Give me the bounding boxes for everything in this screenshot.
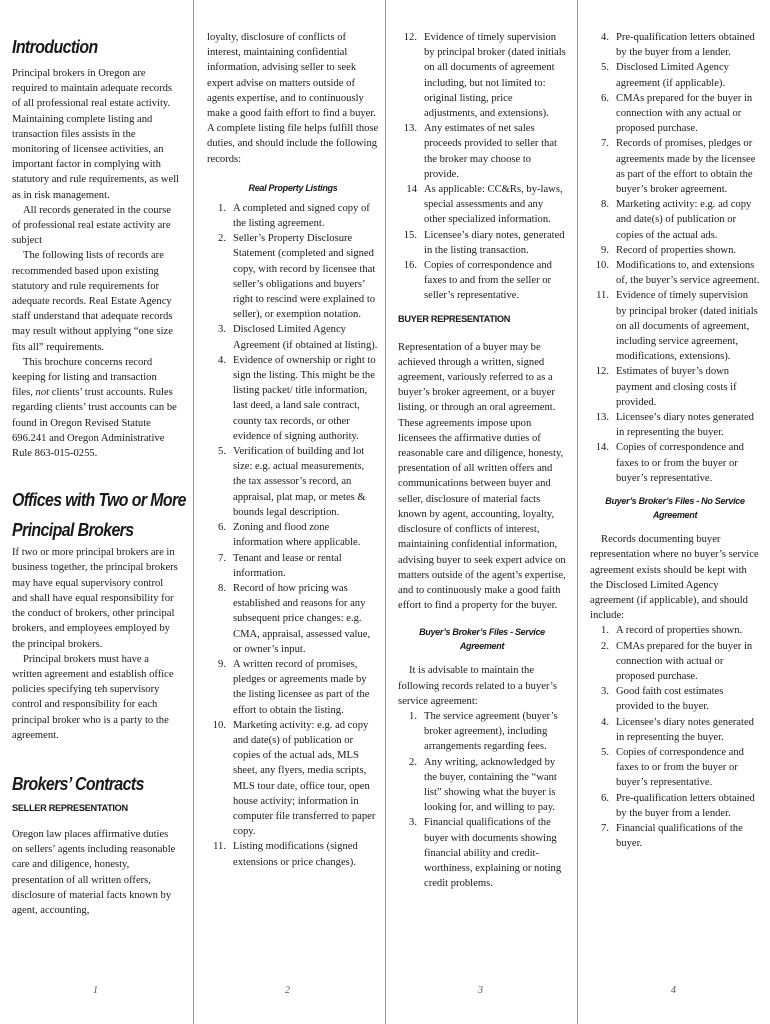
service-agreement-heading: Buyer’s Broker’s Files - Service Agreement: [419, 627, 545, 652]
list-item: [398, 121, 566, 182]
list-item-text: Records of promises, pledges or agreements made by the licensee as part of the effort to obtain the buyer’s broker agreement.: [616, 138, 756, 196]
list-item: [398, 258, 566, 304]
list-item: [207, 353, 379, 444]
list-item-text: Pre-qualification letters obtained by the buyer from a lender.: [616, 792, 755, 819]
list-item: [207, 520, 379, 550]
list-item-number: 11.: [213, 841, 226, 853]
list-item-text: Evidence of timely supervision by principal broker (dated initials on all documents of agreement including, but not limited to: original listing, price adjustments, and extensions).: [424, 32, 566, 120]
list-item-number: 2.: [601, 640, 609, 652]
list-item: [398, 30, 566, 121]
list-item: [207, 551, 379, 581]
list-item-number: 14: [406, 184, 417, 196]
page-number-4: 4: [671, 985, 676, 996]
list-item-number: 13.: [595, 412, 609, 424]
list-item: [207, 718, 379, 840]
list-item-number: 16.: [403, 260, 417, 272]
list-item-text: Verification of building and lot size: e.g. actual measurements, the tax assessor’s record, an appraisal, plat map, or metes & bounds legal description.: [233, 446, 366, 518]
list-item-text: Listing modifications (signed extensions or price changes).: [233, 841, 358, 868]
list-item-number: 1.: [218, 202, 226, 214]
list-item: [207, 657, 379, 718]
panel-2: [207, 30, 379, 870]
seller-representation-heading: SELLER REPRESENTATION: [12, 802, 128, 813]
no-service-agreement-heading: Buyer’s Broker’s Files - No Service Agreement: [605, 496, 745, 521]
list-item-number: 14.: [595, 442, 609, 454]
list-item-number: 3.: [601, 686, 609, 698]
intro-paragraph-4: This brochure concerns record keeping for listing and transaction files, not clients’ trust accounts. Rules regarding clients’ trust accounts can be found in Oregon Revised Statute 696.241 and Oregon Administrative Rule 863-015-0255.: [12, 356, 177, 460]
list-item-number: 10.: [595, 260, 609, 272]
panel-1: [12, 28, 186, 918]
list-item: [590, 440, 760, 486]
list-item-text: As applicable: CC&Rs, by-laws, special assessments and any other specialized information.: [424, 184, 563, 226]
listing-records-list-continued: [398, 30, 566, 304]
list-item-number: 2.: [409, 756, 417, 768]
brokers-contracts-title: Brokers’ Contracts: [12, 772, 144, 794]
list-item-text: The service agreement (buyer’s broker agreement), including arrangements regarding fees.: [424, 710, 558, 753]
no-service-agreement-paragraph: Records documenting buyer representation where no buyer’s service agreement exists should be kept with the Disclosed Limited Agency agreement (if applicable), and should include:: [590, 534, 759, 622]
list-item-number: 2.: [218, 233, 226, 245]
list-item: [590, 30, 760, 60]
list-item: [590, 623, 760, 638]
list-item: [207, 322, 379, 352]
list-item-number: 4.: [601, 32, 609, 43]
intro-paragraph-3: The following lists of records are recommended based upon existing statutory and rule requirements for adequate records. Real Estate Agency staff understand that adequate records may result without applying “one size fits all” requirements.: [12, 250, 173, 353]
list-item-number: 8.: [601, 199, 609, 211]
list-item-number: 4.: [218, 354, 226, 366]
list-item-number: 6.: [601, 792, 609, 804]
list-item-text: Seller’s Property Disclosure Statement (completed and signed copy, with record by licensee that seller’s obligations and buyers’ right to rescind were explained to seller), or exemption notation.: [233, 233, 376, 321]
list-item: [398, 815, 566, 891]
listing-records-list: [207, 201, 379, 870]
list-item: [398, 755, 566, 816]
list-item: [590, 91, 760, 137]
list-item-text: Any estimates of net sales proceeds provided to seller that the broker may choose to provide.: [424, 123, 557, 180]
list-item-text: Licensee’s diary notes generated in representing the buyer.: [616, 716, 754, 743]
seller-representation-paragraph: Oregon law places affirmative duties on sellers’ agents including reasonable care and diligence, honesty, presentation of all written offers, disclosure of material facts known by agent, accounting,: [12, 828, 176, 916]
list-item-number: 7.: [601, 138, 609, 150]
list-item-text: Record of how pricing was established and reasons for any subsequent price changes: e.g. CMA, appraisal, assessed value, or owner’s input.: [233, 582, 371, 655]
panel-divider-2: [385, 0, 386, 1024]
list-item: [207, 581, 379, 657]
panel-divider-3: [577, 0, 578, 1024]
list-item: [590, 258, 760, 288]
list-item-text: Disclosed Limited Agency Agreement (if obtained at listing).: [233, 324, 378, 351]
list-item: [590, 639, 760, 685]
list-item-text: A record of properties shown.: [616, 625, 743, 637]
list-item-number: 5.: [601, 62, 609, 74]
offices-title-line-1: Offices with Two or More: [12, 489, 186, 511]
offices-title-line-2: Principal Brokers: [12, 519, 134, 541]
list-item: [590, 60, 760, 90]
offices-paragraph-1: If two or more principal brokers are in business together, the principal brokers may have equal supervisory control and shall have equal responsibility for the conduct of brokers, other principal brokers, and employees employed by the principal brokers.: [12, 547, 178, 650]
list-item-number: 1.: [601, 625, 609, 637]
list-item: [590, 684, 760, 714]
list-item-text: Licensee’s diary notes generated in representing the buyer.: [616, 412, 754, 439]
list-item-number: 6.: [601, 92, 609, 104]
list-item-text: Tenant and lease or rental information.: [233, 552, 342, 579]
panel-4: [590, 30, 760, 851]
page-number-1: 1: [93, 985, 98, 996]
list-item-number: 9.: [218, 658, 226, 670]
list-item-text: A written record of promises, pledges or agreements made by the listing licensee as part of the effort to obtain the listing.: [233, 658, 370, 716]
panel-divider-1: [193, 0, 194, 1024]
list-item-text: Zoning and flood zone information where applicable.: [233, 522, 361, 549]
intro-paragraph-1: Principal brokers in Oregon are required to maintain adequate records of all professional real estate activity. Maintaining complete listing and transaction files assists in the monitoring of licensee activities, an important factor in complying with statutory and rule requirements, as well as in risk management.: [12, 68, 180, 201]
list-item: [207, 444, 379, 520]
list-item-text: Estimates of buyer’s down payment and closing costs if provided.: [616, 366, 737, 408]
list-item-number: 12.: [403, 32, 417, 43]
list-item-number: 1.: [409, 710, 417, 722]
real-property-listings-heading: Real Property Listings: [248, 182, 338, 193]
list-item-number: 15.: [403, 229, 417, 241]
list-item-number: 6.: [218, 522, 226, 534]
list-item-text: Good faith cost estimates provided to the buyer.: [616, 686, 724, 713]
list-item-text: Copies of correspondence and faxes to or from the buyer or buyer’s representative.: [616, 746, 744, 789]
list-item-text: Any writing, acknowledged by the buyer, containing the “want list” showing what the buyer is looking for, and willing to pay.: [424, 756, 557, 814]
list-item-text: Marketing activity: e.g. ad copy and date(s) of publication or copies of the actual ads, MLS sheet, any flyers, media scripts, MLS tour date, office tour, open house activity; information in computer file transferred to paper copy.: [233, 719, 376, 838]
list-item-number: 8.: [218, 582, 226, 594]
list-item: [590, 197, 760, 243]
list-item: [590, 715, 760, 745]
service-agreement-list-continued: [590, 30, 760, 486]
list-item: [590, 791, 760, 821]
list-item: [398, 182, 566, 228]
list-item-number: 11.: [596, 290, 609, 302]
list-item-text: Evidence of timely supervision by principal broker (dated initials on all documents of agreement, including service agreement, modifications, extensions).: [616, 290, 758, 363]
buyer-representation-heading: BUYER REPRESENTATION: [398, 313, 511, 324]
list-item: [398, 709, 566, 755]
list-item: [590, 364, 760, 410]
list-item-text: CMAs prepared for the buyer in connection with any actual or proposed purchase.: [616, 92, 753, 135]
list-item-text: Modifications to, and extensions of, the buyer’s service agreement.: [616, 260, 760, 287]
list-item: [398, 228, 566, 258]
list-item-text: Marketing activity: e.g. ad copy and date(s) of publication or copies of the actual ads.: [616, 199, 752, 241]
list-item: [590, 410, 760, 440]
list-item-text: Licensee’s diary notes, generated in the listing transaction.: [424, 229, 565, 256]
list-item-text: CMAs prepared for the buyer in connection with actual or proposed purchase.: [616, 640, 753, 682]
list-item: [590, 745, 760, 791]
list-item: [590, 288, 760, 364]
list-item-text: Disclosed Limited Agency agreement (if applicable).: [616, 62, 729, 89]
list-item-number: 7.: [601, 822, 609, 834]
list-item-text: Copies of correspondence and faxes to or from the buyer or buyer’s representative.: [616, 442, 744, 484]
list-item: [590, 821, 760, 851]
list-item-number: 5.: [601, 746, 609, 758]
list-item-number: 10.: [212, 719, 226, 731]
service-agreement-list: [398, 709, 566, 891]
list-item: [590, 243, 760, 258]
introduction-title: Introduction: [12, 36, 98, 57]
list-item-number: 4.: [601, 716, 609, 728]
list-item-number: 9.: [601, 244, 609, 256]
list-item-text: Evidence of ownership or right to sign the listing. This might be the listing packet/ title information, last deed, a land sale contract, county tax records, or other evidence of signing authority.: [233, 354, 376, 442]
list-item-text: Financial qualifications of the buyer.: [616, 822, 743, 850]
list-item-number: 12.: [595, 366, 609, 378]
list-item-number: 7.: [218, 552, 226, 564]
list-item-text: Pre-qualification letters obtained by the buyer from a lender.: [616, 32, 755, 59]
list-item-number: 3.: [409, 817, 417, 829]
list-item: [207, 201, 379, 231]
list-item-text: Copies of correspondence and faxes to and from the seller or seller’s representative.: [424, 260, 552, 302]
offices-paragraph-2: Principal brokers must have a written agreement and establish office policies specifying teh supervisory control and responsibility for each principal broker who is a party to the agreement.: [12, 653, 174, 741]
page-number-2: 2: [285, 985, 290, 996]
list-item-number: 5.: [218, 446, 226, 458]
list-item: [207, 839, 379, 869]
list-item-text: A completed and signed copy of the listing agreement.: [233, 202, 370, 230]
list-item-number: 3.: [218, 324, 226, 336]
no-service-agreement-list: [590, 623, 760, 851]
seller-duties-continued: loyalty, disclosure of conflicts of interest, maintaining confidential information, advising seller to seek expert advise on matters outside of agents expertise, and to continuously make a good faith effort to find a buyer. A complete listing file helps fulfill those duties, and should include the following records:: [207, 32, 379, 165]
list-item: [590, 136, 760, 197]
intro-paragraph-2: All records generated in the course of professional real estate activity are subject: [12, 204, 171, 247]
service-agreement-paragraph: It is advisable to maintain the following records related to a buyer’s service agreement:: [398, 665, 557, 707]
panel-3: [398, 30, 566, 891]
list-item-number: 13.: [403, 123, 417, 135]
list-item-text: Financial qualifications of the buyer with documents showing financial ability and credit-worthiness, explaining or noting credit problems.: [424, 817, 562, 890]
list-item: [207, 231, 379, 322]
page-number-3: 3: [478, 985, 483, 996]
list-item-text: Record of properties shown.: [616, 244, 737, 256]
buyer-representation-paragraph: Representation of a buyer may be achieved through a written, signed agreement, variously referred to as a buyer’s broker agreement, or a buyer listing, or through an oral agreement. These agreements impose upon licensees the affirmative duties of reasonable care and diligence, honesty, presentation of all written offers and communications between buyer and seller, disclosure of material facts known by agent, accounting, loyalty, disclosure of conflicts of interest, maintaining confidential information, advising buyer to seek expert advice on matters outside of the agent’s expertise, and to continuously make a good faith effort to find a property for the buyer.: [398, 341, 566, 612]
